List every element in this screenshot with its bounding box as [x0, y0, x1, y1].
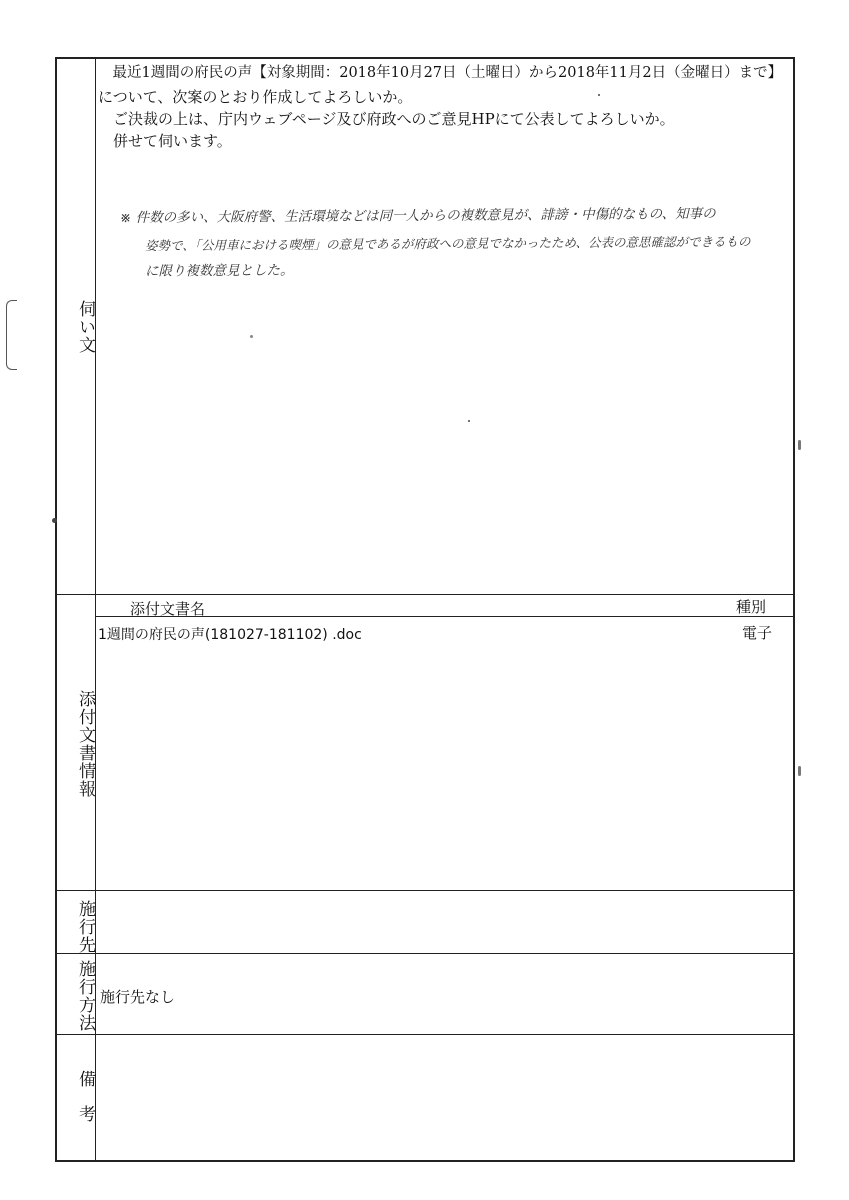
handwritten-note-line-3: に限り複数意見とした。 [144, 262, 294, 280]
divider-request-bottom [56, 594, 794, 595]
attachment-file-type: 電子 [742, 624, 773, 642]
attachment-name-header: 添付文書名 [130, 600, 206, 618]
attachment-file-name: 1週間の府民の声(181027-181102) .doc [98, 627, 362, 643]
handwritten-note-line-1: ※ 件数の多い、大阪府警、生活環境などは同一人からの複数意見が、誹謗・中傷的なもの、知事の [119, 205, 716, 227]
label-column-divider [95, 58, 96, 1161]
method-value: 施行先なし [100, 988, 176, 1006]
divider-destination-bottom [56, 953, 794, 954]
scan-speck [52, 518, 57, 523]
scan-speck [798, 766, 801, 776]
scan-margin-mark [6, 300, 17, 370]
divider-attach-bottom [56, 890, 794, 891]
request-line-2: について、次案のとおり作成してよろしいか。 [98, 88, 413, 106]
request-line-1: 最近1週間の府民の声【対象期間：2018年10月27日（土曜日）から2018年11月2日（金曜日）まで】 [98, 65, 783, 81]
attachments-label: 添付文書情報 [75, 690, 95, 798]
request-line-4: 併せて伺います。 [98, 132, 232, 150]
destination-label: 施行先 [75, 900, 95, 954]
scan-speck [598, 94, 600, 96]
attachment-type-header: 種別 [736, 598, 767, 616]
remarks-label: 備考 [75, 1070, 95, 1140]
scan-speck [468, 420, 470, 422]
request-label: 伺い文 [75, 300, 95, 354]
scan-speck [250, 335, 253, 338]
method-label: 施行方法 [75, 960, 95, 1032]
divider-method-bottom [56, 1034, 794, 1035]
handwritten-note-line-2: 姿勢で、「公用車における喫煙」の意見であるが府政への意見でなかったため、公表の意思確認ができるもの [144, 233, 751, 254]
scan-speck [798, 440, 801, 450]
request-line-3: ご決裁の上は、庁内ウェブページ及び府政へのご意見HPにて公表してよろしいか。 [98, 110, 675, 128]
